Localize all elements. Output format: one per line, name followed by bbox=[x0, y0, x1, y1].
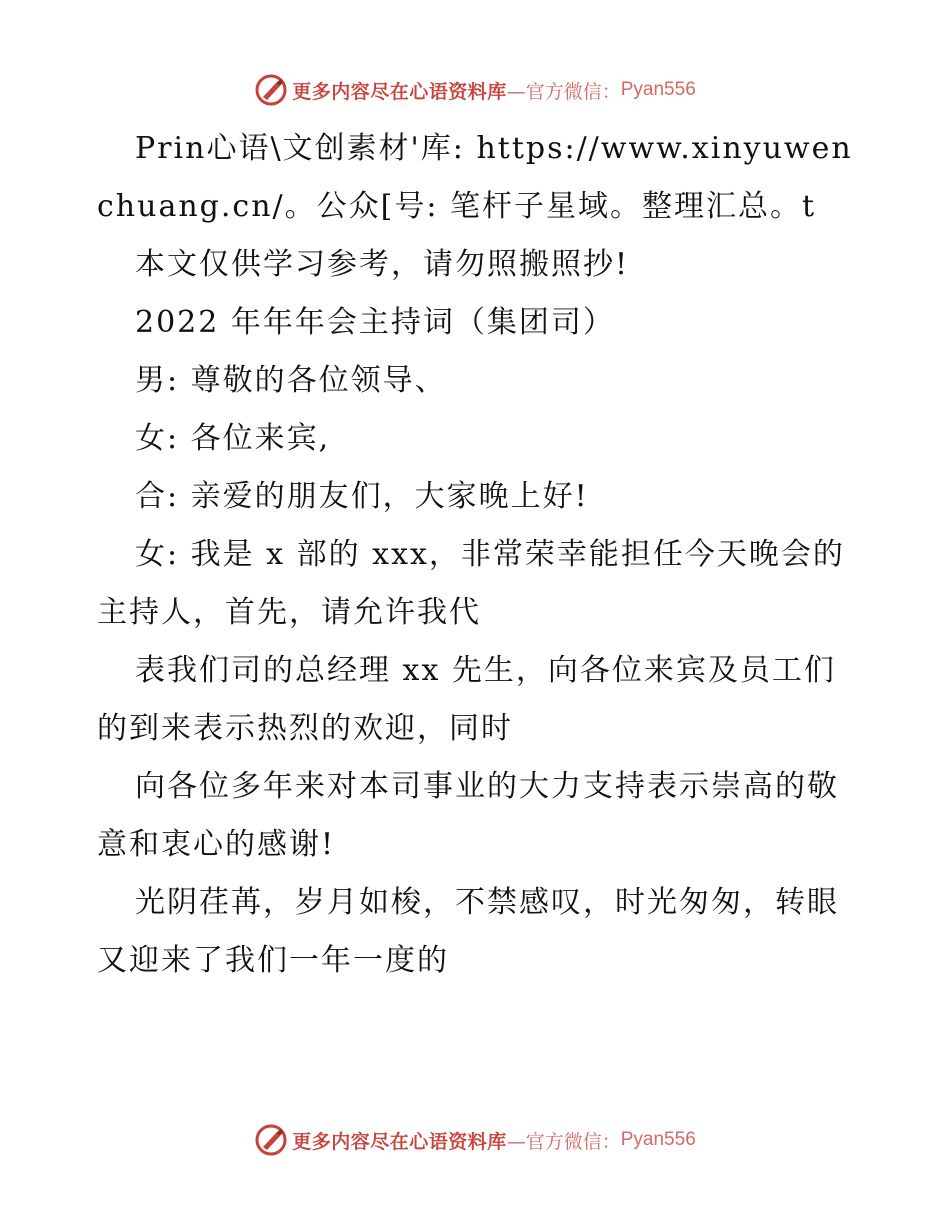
paragraph-time: 光阴荏苒，岁月如梭，不禁感叹，时光匆匆，转眼又迎来了我们一年一度的 bbox=[97, 885, 839, 978]
paragraph-intro: 女: 我是 x 部的 xxx，非常荣幸能担任今天晚会的主持人，首先，请允许我代 bbox=[97, 537, 845, 630]
document-body bbox=[97, 120, 857, 990]
footer-banner-main: 更多内容尽在心语资料库 bbox=[292, 1130, 507, 1153]
footer-banner bbox=[0, 1120, 950, 1160]
header-banner-main: 更多内容尽在心语资料库 bbox=[292, 80, 507, 103]
logo-icon bbox=[254, 1123, 288, 1157]
paragraph-joint-greeting: 合: 亲爱的朋友们，大家晚上好! bbox=[135, 479, 589, 514]
paragraph-title: 2022 年年年会主持词（集团司） bbox=[135, 305, 615, 340]
header-banner bbox=[0, 70, 950, 110]
paragraph-male-greeting: 男: 尊敬的各位领导、 bbox=[135, 363, 447, 398]
footer-banner-id: Pyan556 bbox=[620, 1129, 696, 1150]
paragraph-source: Prin心语\文创素材'库: https://www.xinyuwenchuang.cn/。公众[号: 笔杆子星域。整理汇总。t bbox=[97, 131, 853, 224]
paragraph-welcome: 表我们司的总经理 xx 先生，向各位来宾及员工们的到来表示热烈的欢迎，同时 bbox=[97, 653, 836, 746]
logo-icon bbox=[254, 73, 288, 107]
header-banner-id: Pyan556 bbox=[620, 79, 696, 100]
header-banner-sub: —官方微信： bbox=[506, 80, 621, 103]
paragraph-thanks: 向各位多年来对本司事业的大力支持表示崇高的敬意和衷心的感谢! bbox=[97, 769, 839, 862]
paragraph-disclaimer: 本文仅供学习参考，请勿照搬照抄! bbox=[135, 247, 630, 282]
footer-banner-sub: —官方微信： bbox=[506, 1130, 621, 1153]
paragraph-female-greeting: 女: 各位来宾, bbox=[135, 421, 331, 456]
